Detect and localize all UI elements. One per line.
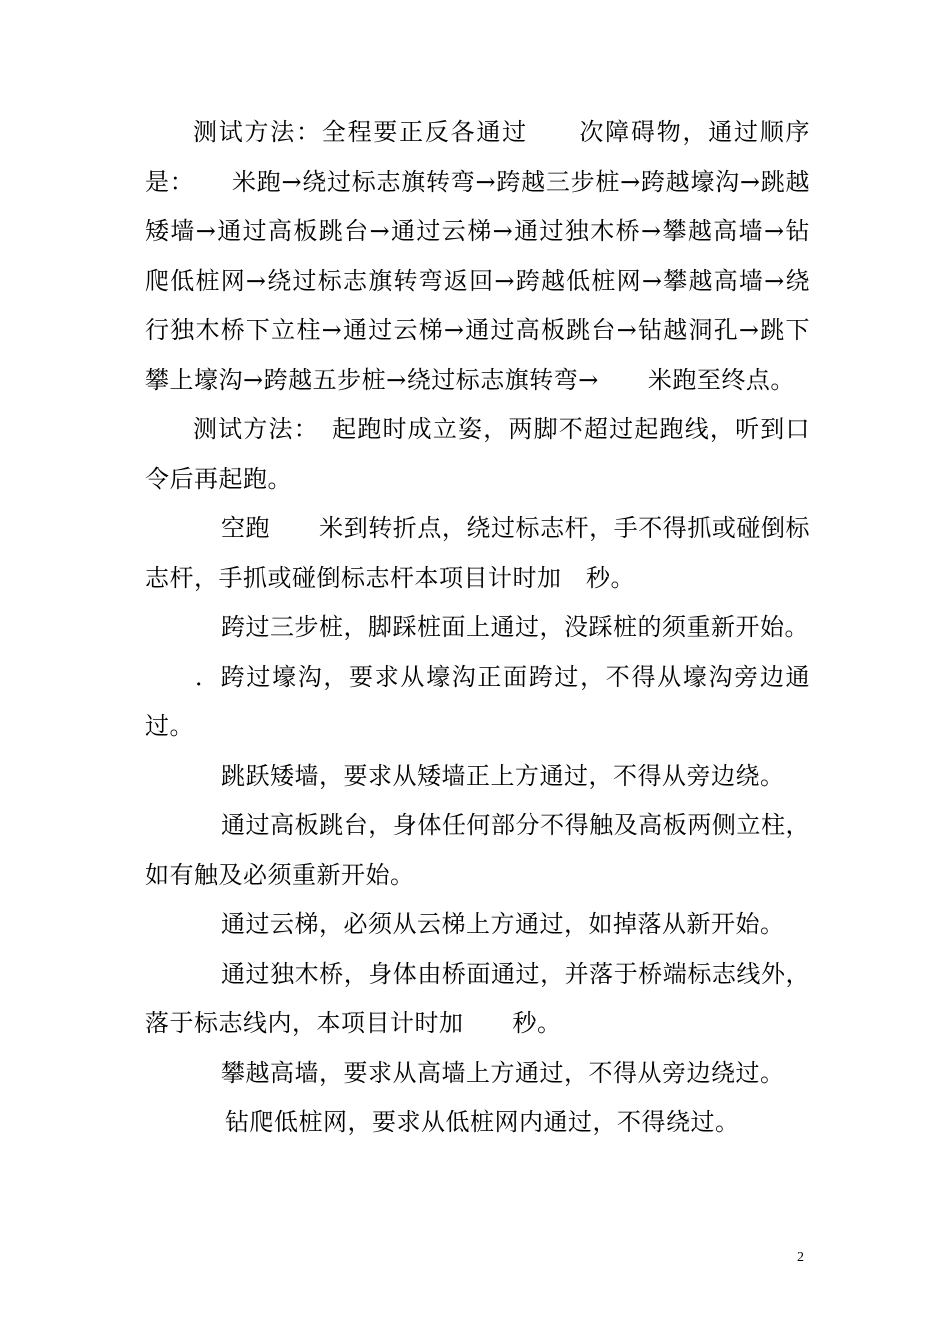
paragraph-low-net: 钻爬低桩网，要求从低桩网内通过，不得绕过。 [225, 1108, 740, 1136]
paragraph-balance-beam: 通过独木桥，身体由桥面通过，并落于桥端标志线外，落于标志线内，本项目计时加 秒。 [145, 959, 810, 1037]
paragraph-course-order: 测试方法：全程要正反各通过 次障碍物，通过顺序是： 米跑→绕过标志旗转弯→跨越三步桩→跨越壕沟→跳越矮墙→通过高板跳台→通过云梯→通过独木桥→攀越高墙→钻爬低桩网→绕过标志旗转弯返回→跨越低桩网→攀越高墙→绕行独木桥下立柱→通过云梯→通过高板跳台→钻越洞孔→跳下攀上壕沟→跨越五步桩→绕过标志旗转弯→ 米跑至终点。 [145, 118, 810, 394]
paragraph-high-platform: 通过高板跳台，身体任何部分不得触及高板两侧立柱，如有触及必须重新开始。 [145, 811, 810, 889]
paragraph-start-rules: 测试方法： 起跑时成立姿，两脚不超过起跑线，听到口令后再起跑。 [145, 415, 810, 493]
paragraph-cloud-ladder: 通过云梯，必须从云梯上方通过，如掉落从新开始。 [221, 910, 785, 938]
page-number: 2 [797, 1250, 804, 1265]
paragraph-flag-pole: 空跑 米到转折点，绕过标志杆，手不得抓或碰倒标志杆，手抓或碰倒标志杆本项目计时加 秒。 [145, 514, 810, 592]
paragraph-trench: ．跨过壕沟，要求从壕沟正面跨过，不得从壕沟旁边通过。 [145, 662, 810, 740]
document-body [145, 108, 810, 1148]
paragraph-high-wall: 攀越高墙，要求从高墙上方通过，不得从旁边绕过。 [221, 1058, 785, 1087]
paragraph-low-wall: 跳跃矮墙，要求从矮墙正上方通过，不得从旁边绕。 [221, 761, 785, 790]
paragraph-three-step-posts: 跨过三步桩，脚踩桩面上通过，没踩桩的须重新开始。 [221, 613, 809, 641]
